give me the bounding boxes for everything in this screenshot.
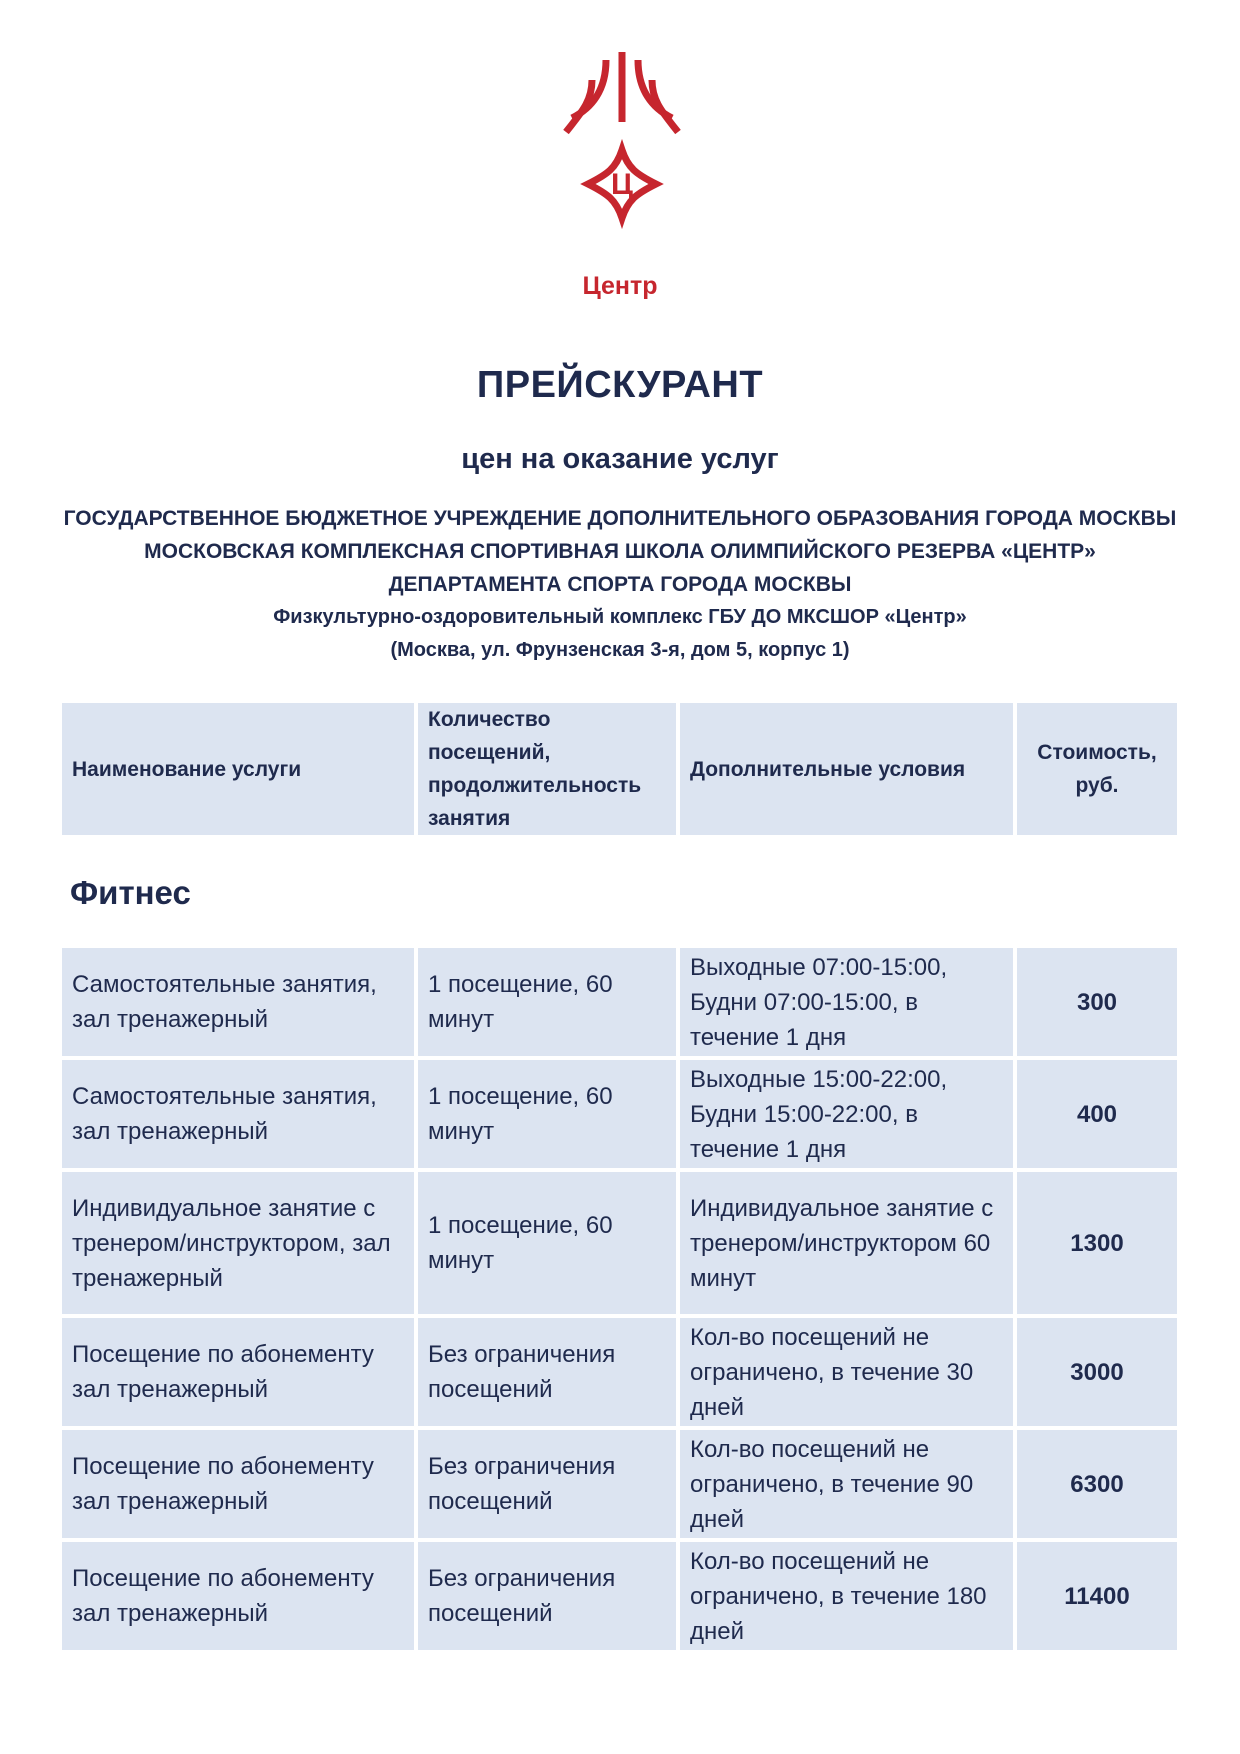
table-row-5-service: Посещение по абонементу зал тренажерный	[62, 1430, 414, 1538]
table-row-5-conditions: Кол-во посещений не ограничено, в течение 90 дней	[680, 1430, 1013, 1538]
table-row-4-price: 3000	[1017, 1318, 1177, 1426]
table-row-1-service: Самостоятельные занятия, зал тренажерный	[62, 948, 414, 1056]
table-row-1-price: 300	[1017, 948, 1177, 1056]
table-row-6-service: Посещение по абонементу зал тренажерный	[62, 1542, 414, 1650]
table-row-1-conditions: Выходные 07:00-15:00, Будни 07:00-15:00, в течение 1 дня	[680, 948, 1013, 1056]
table-row-5-visits: Без ограничения посещений	[418, 1430, 676, 1538]
table-row-4-conditions: Кол-во посещений не ограничено, в течение 30 дней	[680, 1318, 1013, 1426]
table-row-2-service: Самостоятельные занятия, зал тренажерный	[62, 1060, 414, 1168]
page-title: ПРЕЙСКУРАНТ	[476, 364, 764, 406]
table-row-3-price: 1300	[1017, 1172, 1177, 1314]
table-row-3-conditions: Индивидуальное занятие с тренером/инструктором 60 минут	[680, 1172, 1013, 1314]
table-row-2-visits: 1 посещение, 60 минут	[418, 1060, 676, 1168]
table-row-5-price: 6300	[1017, 1430, 1177, 1538]
table-row-6-conditions: Кол-во посещений не ограничено, в течение 180 дней	[680, 1542, 1013, 1650]
header-visits: Количество посещений, продолжительность занятия	[418, 703, 676, 835]
org-line-2: МОСКОВСКАЯ КОМПЛЕКСНАЯ СПОРТИВНАЯ ШКОЛА ОЛИМПИЙСКОГО РЕЗЕРВА «ЦЕНТР»	[144, 540, 1096, 563]
section-title: Фитнес	[70, 874, 191, 911]
table-row-6-price: 11400	[1017, 1542, 1177, 1650]
table-row-3-visits: 1 посещение, 60 минут	[418, 1172, 676, 1314]
org-line-1: ГОСУДАРСТВЕННОЕ БЮДЖЕТНОЕ УЧРЕЖДЕНИЕ ДОПОЛНИТЕЛЬНОГО ОБРАЗОВАНИЯ ГОРОДА МОСКВЫ	[63, 507, 1177, 530]
header-conditions: Дополнительные условия	[680, 703, 1013, 835]
table-row-6-visits: Без ограничения посещений	[418, 1542, 676, 1650]
page-subtitle: цен на оказание услуг	[461, 443, 779, 475]
table-row-2-conditions: Выходные 15:00-22:00, Будни 15:00-22:00, в течение 1 дня	[680, 1060, 1013, 1168]
org-line-4: Физкультурно-оздоровительный комплекс ГБУ ДО МКСШОР «Центр»	[273, 606, 967, 628]
org-line-3: ДЕПАРТАМЕНТА СПОРТА ГОРОДА МОСКВЫ	[388, 573, 852, 596]
table-row-4-service: Посещение по абонементу зал тренажерный	[62, 1318, 414, 1426]
table-row-4-visits: Без ограничения посещений	[418, 1318, 676, 1426]
table-row-3-service: Индивидуальное занятие с тренером/инструктором, зал тренажерный	[62, 1172, 414, 1314]
centr-logo-icon	[562, 50, 682, 230]
org-line-5: (Москва, ул. Фрунзенская 3-я, дом 5, корпус 1)	[390, 639, 850, 661]
logo-letter: Ц	[611, 168, 633, 201]
header-price: Стоимость, руб.	[1017, 703, 1177, 835]
table-row-1-visits: 1 посещение, 60 минут	[418, 948, 676, 1056]
logo-caption: Центр	[582, 272, 658, 300]
header-service: Наименование услуги	[62, 703, 414, 835]
table-row-2-price: 400	[1017, 1060, 1177, 1168]
